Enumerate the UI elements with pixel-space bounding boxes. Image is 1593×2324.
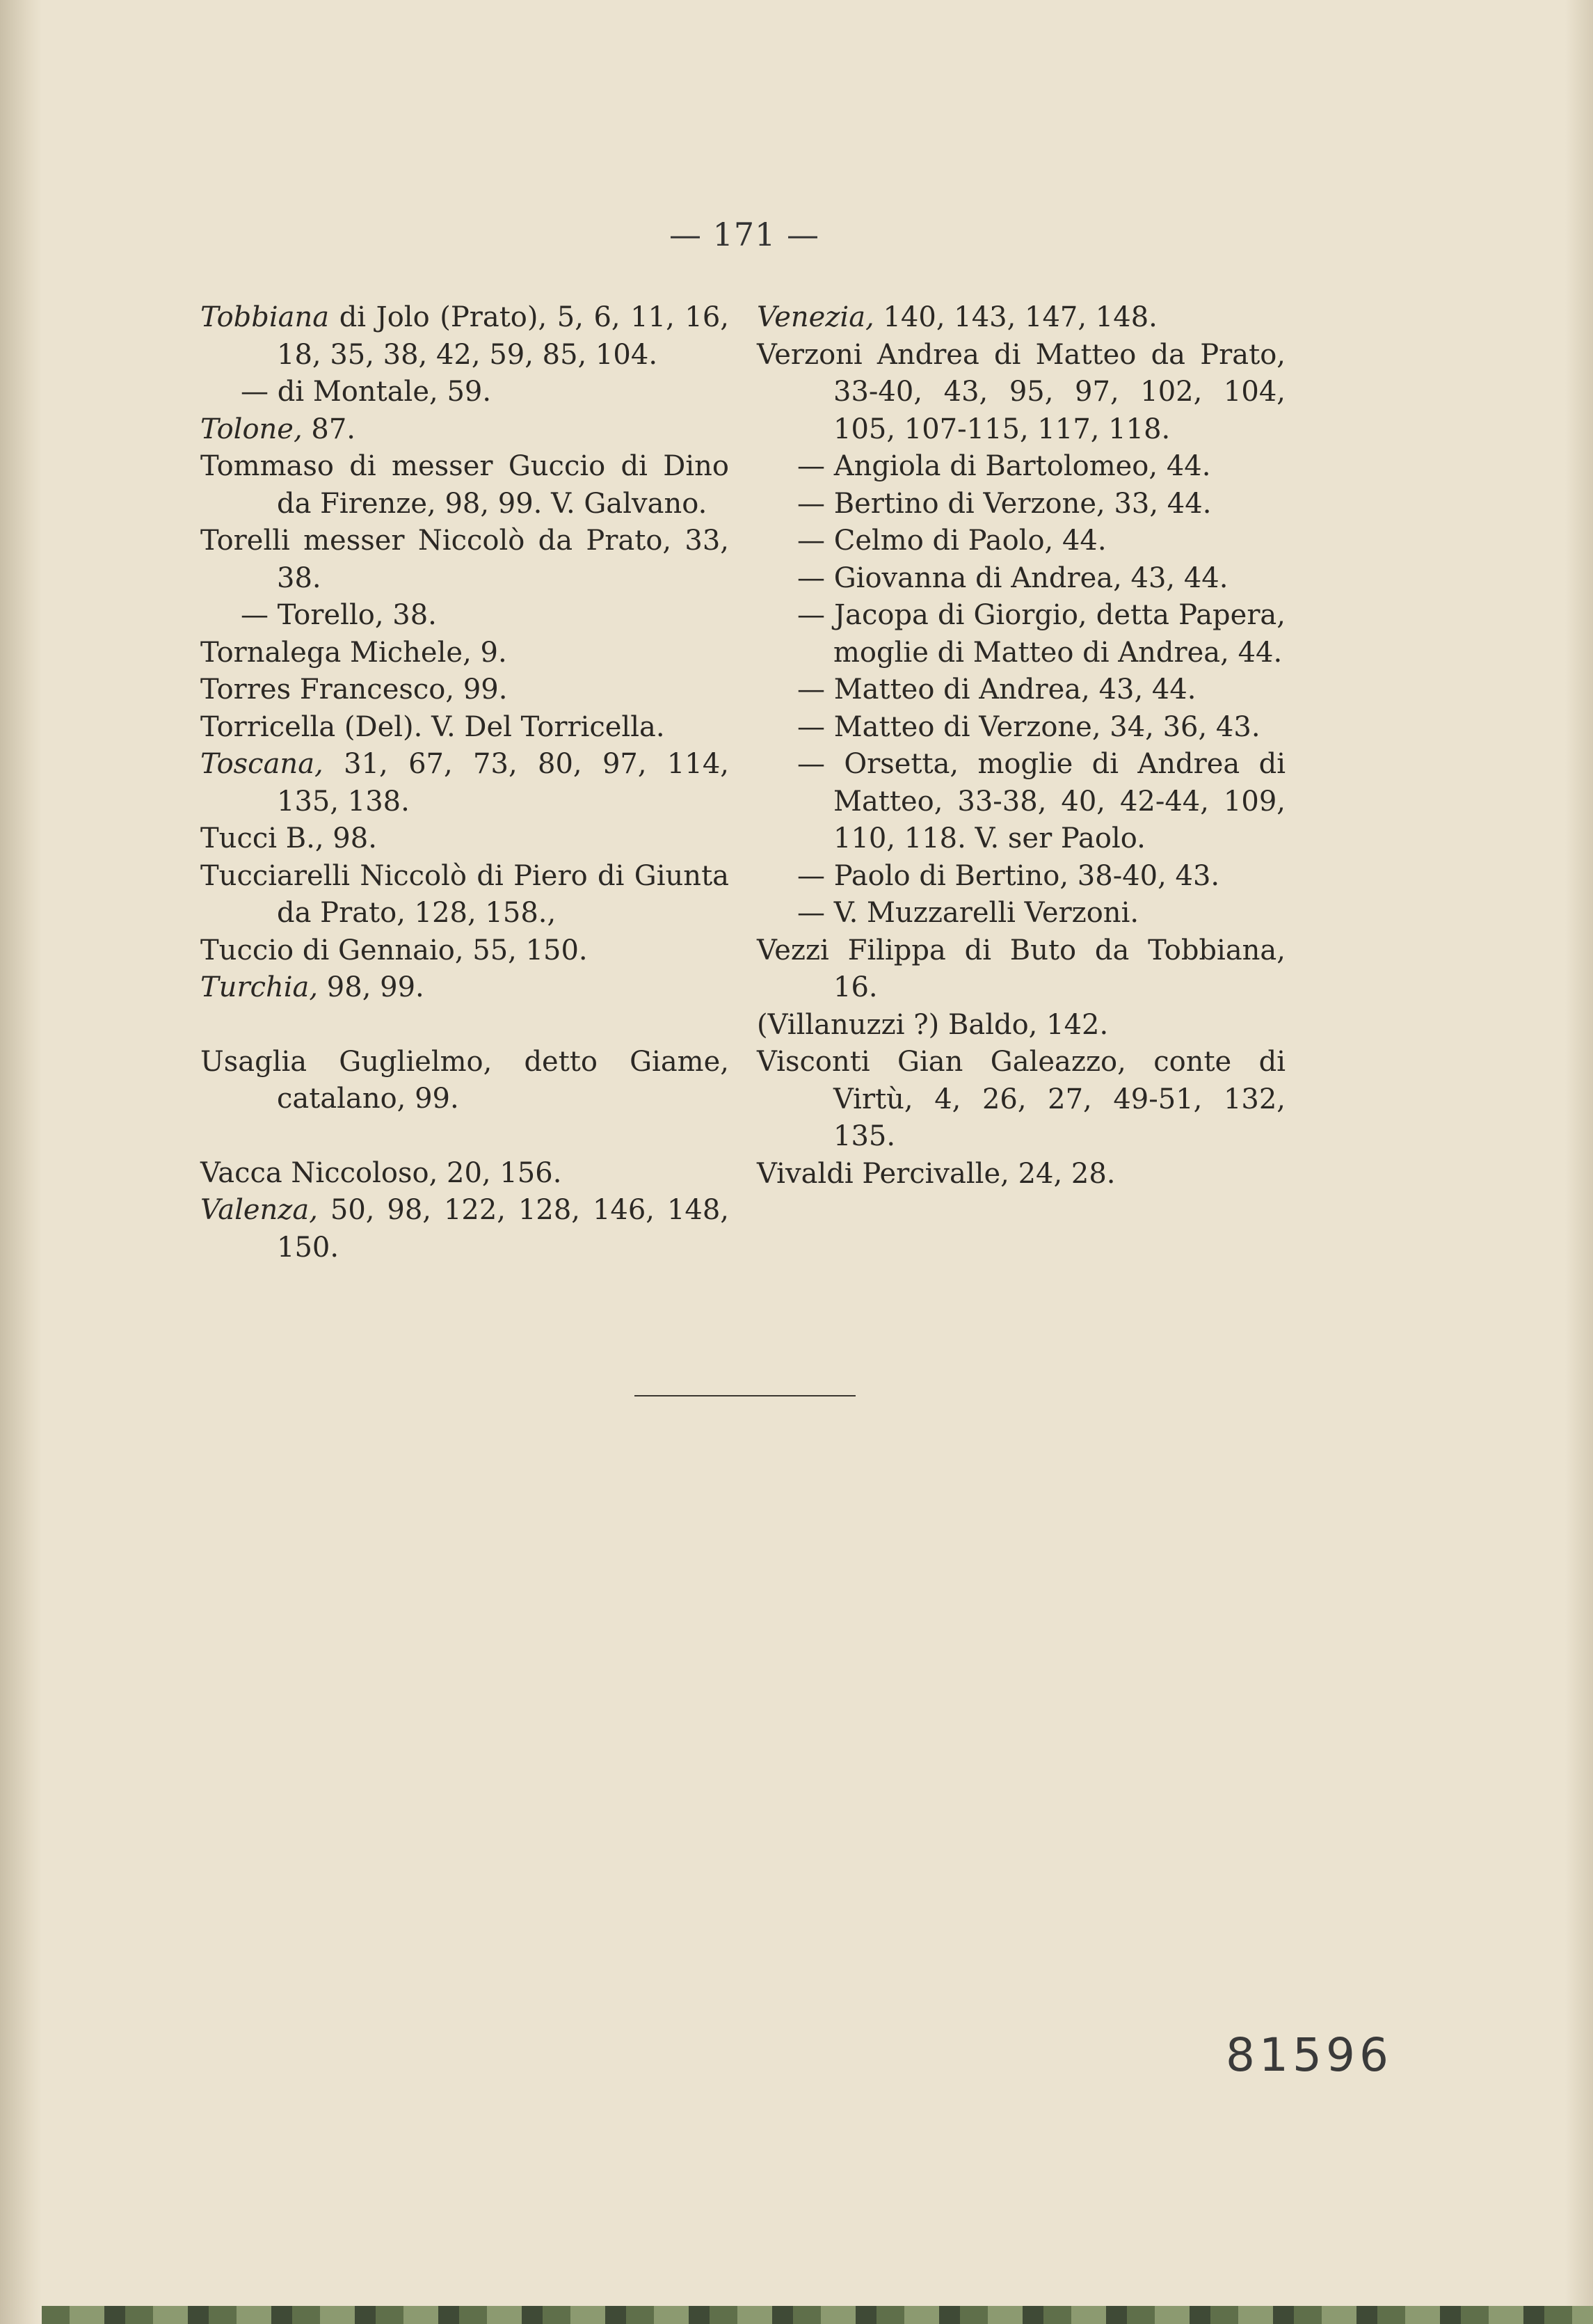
entry-gap [200,1118,729,1155]
entry-text: Vivaldi Percivalle, 24, 28. [757,1157,1116,1190]
index-entry [757,1007,1286,1044]
index-subentry [757,709,1286,747]
entry-text: Verzoni Andrea di Matteo da Prato, 33-40, 43, 95, 97, 102, 104, 105, 107-115, 117, 118. [757,338,1286,445]
entry-text: — di Montale, 59. [241,376,492,408]
index-entry [200,746,729,820]
entry-text: 31, 67, 73, 80, 97, 114, 135, 138. [277,748,729,818]
entry-text: — Torello, 38. [241,599,437,631]
entry-heading-italic: Tolone, [200,413,303,445]
entry-text: Vezzi Filippa di Buto da Tobbiana, 16. [757,934,1286,1003]
entry-text: Usaglia Guglielmo, detto Giame, catalano, 99. [200,1045,729,1115]
index-entry [757,1044,1286,1156]
index-entry [200,932,729,970]
index-entry [200,969,729,1007]
entry-text: Vacca Niccoloso, 20, 156. [200,1156,562,1189]
entry-text: Tuccio di Gennaio, 55, 150. [200,934,588,966]
index-entry [757,1156,1286,1193]
index-subentry [757,523,1286,560]
library-stamp-number: 81596 [1226,2028,1393,2082]
index-subentry [757,448,1286,486]
index-entry [200,1155,729,1193]
index-entry [200,671,729,709]
entry-heading-italic: Turchia, [200,971,319,1003]
index-subentry [757,597,1286,671]
page-number: — 171 — [669,216,820,253]
entry-text: di Jolo (Prato), 5, 6, 11, 16, 18, 35, 38, 42, 59, 85, 104. [277,301,729,371]
index-entry [200,858,729,932]
index-subentry [200,374,729,411]
entry-heading-italic: Tobbiana [200,301,330,333]
index-entry [200,299,729,374]
entry-text: — Bertino di Verzone, 33, 44. [797,487,1212,520]
index-subentry [757,560,1286,598]
entry-text: — Celmo di Paolo, 44. [797,525,1107,557]
entry-text: Torricella (Del). V. Del Torricella. [200,710,665,743]
index-entry [200,1192,729,1266]
entry-text: Tornalega Michele, 9. [200,636,507,669]
entry-text: — Orsetta, moglie di Andrea di Matteo, 33-38, 40, 42-44, 109, 110, 118. V. ser Paolo. [797,748,1286,854]
index-entry [200,523,729,597]
entry-gap [200,1007,729,1044]
entry-text: Torelli messer Niccolò da Prato, 33, 38. [200,525,729,594]
entry-text: — Matteo di Andrea, 43, 44. [797,674,1196,706]
page-edge-right [1565,0,1593,2324]
entry-heading-italic: Toscana, [200,748,323,780]
entry-text: Tucci B., 98. [200,822,377,854]
entry-text: — Angiola di Bartolomeo, 44. [797,450,1211,482]
entry-text: — Matteo di Verzone, 34, 36, 43. [797,710,1260,743]
entry-text: Torres Francesco, 99. [200,674,508,706]
index-subentry [757,895,1286,932]
index-entry [757,299,1286,337]
index-entry [200,448,729,523]
entry-text: (Villanuzzi ?) Baldo, 142. [757,1008,1109,1041]
index-column-left [200,299,729,1266]
index-entry [200,709,729,747]
entry-text: Tucciarelli Niccolò di Piero di Giunta da Prato, 128, 158., [200,859,729,929]
entry-text: 87. [302,413,356,445]
index-entry [757,337,1286,449]
binding-strip [42,2306,1593,2324]
entry-text: 98, 99. [318,971,424,1003]
index-subentry [757,486,1286,523]
end-rule [634,1395,856,1396]
index-entry [200,820,729,858]
index-column-right [757,299,1286,1193]
entry-text: — Paolo di Bertino, 38-40, 43. [797,859,1220,892]
entry-text: 50, 98, 122, 128, 146, 148, 150. [277,1194,729,1264]
entry-text: — V. Muzzarelli Verzoni. [797,897,1139,929]
page-edge-left [0,0,42,2324]
index-subentry [757,746,1286,858]
index-entry [200,411,729,449]
index-entry [200,635,729,672]
entry-text: — Giovanna di Andrea, 43, 44. [797,562,1228,594]
entry-text: — Jacopa di Giorgio, detta Papera, moglie di Matteo di Andrea, 44. [797,599,1286,669]
entry-heading-italic: Valenza, [200,1194,318,1226]
index-subentry [757,858,1286,896]
entry-text: 140, 143, 147, 148. [874,301,1158,333]
entry-heading-italic: Venezia, [757,301,874,333]
index-subentry [200,597,729,635]
index-entry [757,932,1286,1007]
index-subentry [757,671,1286,709]
index-entry [200,1044,729,1118]
entry-text: Tommaso di messer Guccio di Dino da Firenze, 98, 99. V. Galvano. [200,450,729,520]
entry-text: Visconti Gian Galeazzo, conte di Virtù, 4, 26, 27, 49-51, 132, 135. [757,1046,1286,1152]
